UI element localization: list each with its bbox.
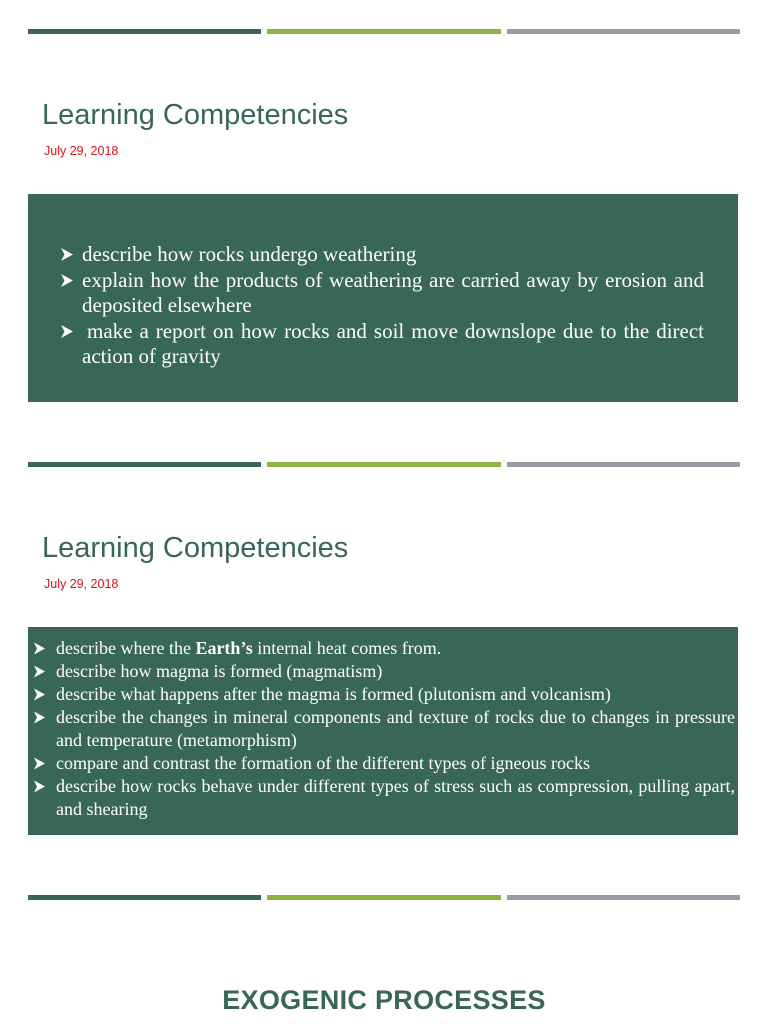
list-item-text-part: internal heat comes from. — [252, 638, 442, 658]
arrowhead-bullet-icon — [60, 319, 74, 344]
list-item-text: explain how the products of weathering are carried away by erosion and deposited elsewhere — [82, 267, 704, 317]
slide-2-date: July 29, 2018 — [44, 577, 119, 591]
list-item — [33, 775, 735, 821]
list-item — [60, 268, 704, 319]
list-item — [60, 319, 704, 370]
divider-segment-grey — [507, 895, 740, 900]
slide-1-divider — [28, 29, 740, 34]
slide-2-competency-panel — [28, 627, 738, 835]
list-item-text: describe what happens after the magma is formed (plutonism and volcanism) — [56, 684, 611, 704]
list-item — [33, 660, 735, 683]
earth-emphasis: Earth’s — [195, 638, 253, 658]
divider-segment-grey — [507, 29, 740, 34]
divider-segment-green — [267, 895, 500, 900]
competency-list — [33, 637, 735, 821]
competency-list — [60, 242, 704, 370]
slide-1-competency-panel — [28, 194, 738, 402]
divider-segment-green — [267, 462, 500, 467]
slide-2-divider — [28, 462, 740, 467]
list-item-text: describe how rocks behave under different types of stress such as compression, pulling apart, and shearing — [56, 776, 735, 819]
arrowhead-bullet-icon — [33, 752, 46, 775]
list-item — [33, 706, 735, 752]
divider-segment-grey — [507, 462, 740, 467]
arrowhead-bullet-icon — [33, 775, 46, 798]
arrowhead-bullet-icon — [33, 660, 46, 683]
divider-segment-dark — [28, 895, 261, 900]
arrowhead-bullet-icon — [60, 268, 74, 293]
list-item — [33, 752, 735, 775]
divider-segment-dark — [28, 462, 261, 467]
list-item-text: make a report on how rocks and soil move downslope due to the direct action of gravity — [82, 318, 704, 368]
list-item-text: describe how magma is formed (magmatism) — [56, 661, 383, 681]
list-item-text: compare and contrast the formation of the different types of igneous rocks — [56, 753, 590, 773]
list-item — [60, 242, 704, 268]
list-item-text-part: describe where the — [56, 638, 196, 658]
slide-1-title: Learning Competencies — [42, 99, 349, 131]
slide-3-heading: EXOGENIC PROCESSES — [222, 985, 546, 1015]
slide-1-date: July 29, 2018 — [44, 144, 119, 158]
divider-segment-dark — [28, 29, 261, 34]
slide-3-divider — [28, 895, 740, 900]
arrowhead-bullet-icon — [60, 242, 74, 267]
list-item — [33, 683, 735, 706]
list-item-text: describe the changes in mineral components and texture of rocks due to changes in pressure and temperature (metamorphism) — [56, 707, 735, 750]
arrowhead-bullet-icon — [33, 683, 46, 706]
list-item — [33, 637, 735, 660]
list-item-text: describe how rocks undergo weathering — [82, 242, 417, 266]
slide-2-title: Learning Competencies — [42, 532, 349, 564]
divider-segment-green — [267, 29, 500, 34]
arrowhead-bullet-icon — [33, 637, 46, 660]
list-item-text — [56, 637, 735, 660]
arrowhead-bullet-icon — [33, 706, 46, 729]
